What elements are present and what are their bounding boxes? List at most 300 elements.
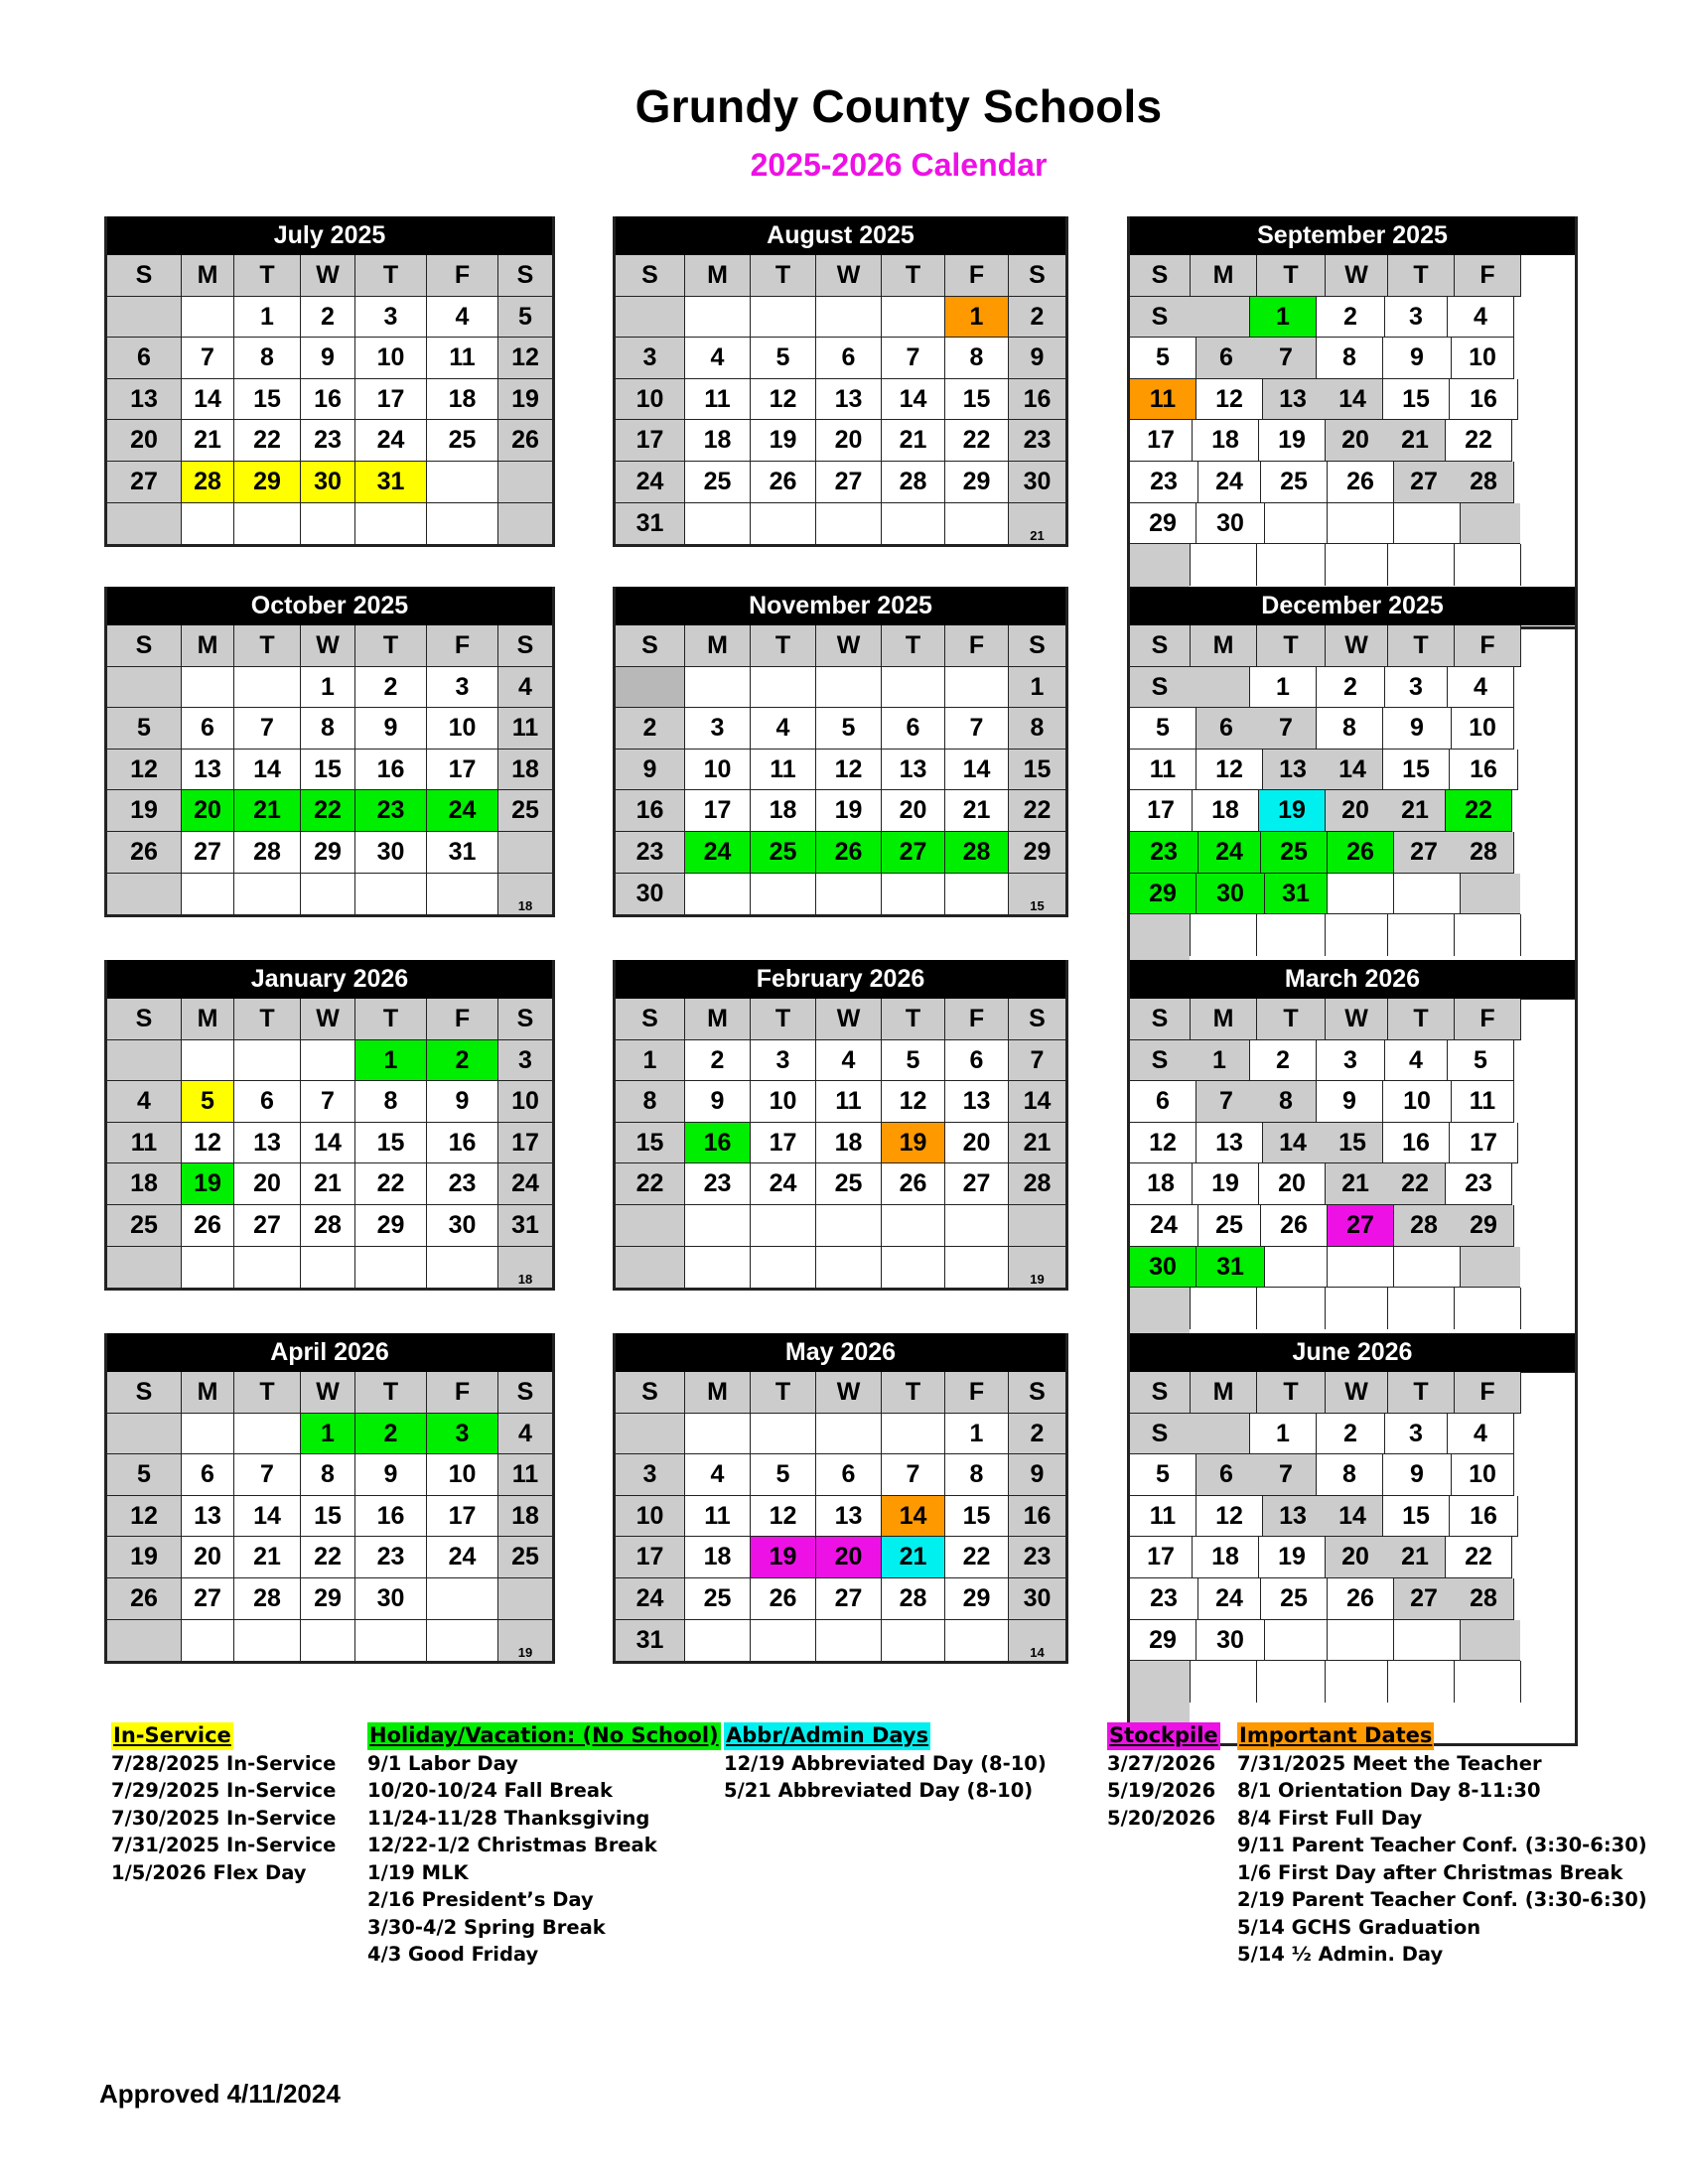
empty-cell [751,1620,816,1662]
weekday-header: S [1130,255,1191,297]
day-cell: 22 [301,1537,355,1578]
empty-cell [498,1620,552,1662]
day-cell: 9 [355,708,427,750]
day-cell: 2 [355,667,427,709]
day-cell: 3 [751,1040,816,1082]
day-cell: 3 [427,667,498,709]
day-cell: 28 [301,1205,355,1247]
empty-cell [1455,1288,1521,1329]
page-title: Grundy County Schools [634,80,1163,132]
day-cell: 14 [301,1123,355,1164]
day-cell: 7 [301,1081,355,1123]
day-cell: 21 [182,420,234,462]
empty-cell [1326,914,1388,956]
day-cell: 6 [1196,1454,1256,1496]
day-cell: 3 [616,1454,685,1496]
weekday-header: T [751,625,816,667]
day-cell: 24 [1198,832,1261,874]
empty-cell [1328,1620,1394,1662]
weekday-header: T [1388,1372,1455,1414]
day-cell: 26 [751,1578,816,1620]
day-cell: 30 [1130,1247,1196,1289]
day-cell: 19 [107,1537,182,1578]
day-cell: 25 [1261,832,1328,874]
day-cell: 25 [1261,1578,1328,1620]
day-cell: 24 [427,790,498,832]
day-cell: 30 [1009,462,1065,503]
day-cell: 21 [234,1537,301,1578]
day-cell: 1 [1009,667,1065,709]
approved-date: Approved 4/11/2024 [99,2079,341,2109]
empty-cell [182,1414,234,1455]
day-cell: 12 [751,1496,816,1538]
empty-cell [751,667,816,709]
day-cell: 13 [182,1496,234,1538]
day-cell: 2 [1009,297,1065,339]
empty-cell [427,1620,498,1662]
day-cell: 10 [427,1454,498,1496]
legend-item: 5/20/2026 [1107,1806,1216,1830]
day-cell: 12 [182,1123,234,1164]
day-cell: 18 [427,379,498,421]
month-7 [613,960,1068,1291]
month-title: September 2025 [1130,216,1575,255]
day-cell: 16 [427,1123,498,1164]
day-cell: 29 [234,462,301,503]
day-cell: 10 [751,1081,816,1123]
empty-cell [498,832,552,874]
day-cell: 21 [1385,1537,1446,1578]
day-cell: 9 [427,1081,498,1123]
day-cell: 19 [1259,1537,1326,1578]
weekday-header: F [945,999,1009,1040]
empty-cell [1009,874,1065,915]
day-cell: 4 [1448,297,1514,339]
day-cell: 20 [182,1537,234,1578]
day-cell: 21 [882,1537,945,1578]
empty-cell [301,1040,355,1082]
month-11 [1127,1333,1578,1746]
legend-inservice [111,1722,336,1886]
day-cell: 30 [1196,1620,1265,1662]
month-title: February 2026 [616,960,1065,999]
day-cell: 31 [1196,1247,1265,1289]
day-cell: 29 [1130,503,1196,545]
weekday-header: S [498,255,552,297]
day-cell: 20 [816,420,882,462]
day-cell: 15 [1009,750,1065,791]
day-cell: 11 [427,338,498,379]
empty-cell [945,667,1009,709]
empty-cell [182,297,234,339]
legend-item: 5/21 Abbreviated Day (8-10) [724,1779,1034,1802]
day-cell: 11 [1130,379,1196,421]
empty-cell [1461,1247,1520,1289]
day-cell: 14 [234,750,301,791]
day-cell: 22 [616,1163,685,1205]
day-cell: 5 [107,708,182,750]
day-cell: 23 [1009,1537,1065,1578]
day-cell: 28 [882,462,945,503]
day-cell: 29 [1130,874,1196,915]
empty-cell [751,1205,816,1247]
school-day-count: 15 [1030,898,1045,914]
day-cell: 14 [1323,379,1383,421]
legend-item: 8/4 First Full Day [1237,1806,1423,1830]
day-cell: 11 [107,1123,182,1164]
weekday-header: M [1191,625,1257,667]
day-cell: 19 [107,790,182,832]
day-cell: 27 [945,1163,1009,1205]
day-cell: 22 [945,420,1009,462]
day-cell: 28 [234,832,301,874]
day-cell: 30 [1196,503,1265,545]
day-cell: 8 [301,708,355,750]
weekday-header: S [1130,667,1190,709]
weekday-header: S [1009,999,1065,1040]
legend-item: 7/31/2025 In-Service [111,1834,337,1856]
weekday-header: F [1455,1372,1521,1414]
day-cell: 4 [427,297,498,339]
empty-cell [882,297,945,339]
weekday-header: F [1455,255,1521,297]
empty-cell [751,874,816,915]
day-cell: 7 [1256,708,1317,750]
empty-cell [882,503,945,545]
day-cell: 2 [616,708,685,750]
weekday-header: T [1257,625,1326,667]
day-cell: 1 [301,1414,355,1455]
empty-cell [751,503,816,545]
day-cell: 17 [1450,1123,1518,1164]
weekday-header: M [685,1372,751,1414]
empty-cell [1388,544,1455,586]
school-day-count: 18 [517,898,533,914]
legend-item: 5/19/2026 [1107,1779,1216,1802]
weekday-header: S [1009,625,1065,667]
day-cell: 6 [182,708,234,750]
day-cell: 5 [751,1454,816,1496]
weekday-header: F [1455,625,1521,667]
day-cell: 22 [1446,420,1512,462]
empty-cell [1190,667,1250,709]
legend-important [1237,1722,1647,1969]
empty-cell [882,1205,945,1247]
day-cell: 4 [816,1040,882,1082]
day-cell: 3 [685,708,751,750]
month-title: October 2025 [107,587,552,625]
day-cell: 6 [882,708,945,750]
day-cell: 31 [355,462,427,503]
day-cell: 24 [751,1163,816,1205]
weekday-header: W [1326,625,1388,667]
day-cell: 12 [882,1081,945,1123]
weekday-header: S [498,999,552,1040]
day-cell: 26 [182,1205,234,1247]
day-cell: 1 [945,1414,1009,1455]
day-cell: 17 [427,750,498,791]
day-cell: 29 [355,1205,427,1247]
legend-inservice-items [111,1750,336,1887]
legend-item: 5/14 ½ Admin. Day [1237,1943,1444,1966]
day-cell: 9 [1317,1081,1383,1123]
empty-cell [107,874,182,915]
empty-cell [1130,914,1191,956]
empty-cell [882,667,945,709]
day-cell: 26 [816,832,882,874]
day-cell: 30 [1196,874,1265,915]
day-cell: 17 [616,420,685,462]
month-title: March 2026 [1130,960,1575,999]
weekday-header: T [355,1372,427,1414]
day-cell: 29 [301,832,355,874]
day-cell: 25 [1198,1205,1261,1247]
empty-cell [616,1414,685,1455]
month-title: April 2026 [107,1333,552,1372]
empty-cell [234,1414,301,1455]
weekday-header: T [355,999,427,1040]
empty-cell [685,667,751,709]
weekday-header: W [816,999,882,1040]
empty-cell [1388,1661,1455,1703]
day-cell: 15 [301,1496,355,1538]
empty-cell [301,1247,355,1289]
day-cell: 28 [234,1578,301,1620]
day-cell: 5 [751,338,816,379]
empty-cell [1190,1414,1250,1455]
legend-item: 12/19 Abbreviated Day (8-10) [724,1751,1047,1775]
day-cell: 30 [301,462,355,503]
day-cell: 10 [1452,708,1514,750]
day-cell: 10 [355,338,427,379]
day-cell: 8 [945,1454,1009,1496]
empty-cell [1455,914,1521,956]
day-cell: 23 [1130,462,1198,503]
day-cell: 21 [1009,1123,1065,1164]
weekday-header: W [816,625,882,667]
weekday-header: M [182,255,234,297]
day-cell: 22 [301,790,355,832]
empty-cell [182,874,234,915]
day-cell: 25 [107,1205,182,1247]
day-cell: 11 [1130,1496,1196,1538]
empty-cell [498,874,552,915]
empty-cell [751,297,816,339]
weekday-header: T [355,625,427,667]
legend-item: 5/14 GCHS Graduation [1237,1915,1481,1939]
day-cell: 31 [616,1620,685,1662]
day-cell: 20 [1326,420,1385,462]
day-cell: 23 [301,420,355,462]
day-cell: 9 [1009,338,1065,379]
day-cell: 3 [1317,1040,1385,1082]
legend-item: 2/16 President’s Day [367,1888,594,1911]
weekday-header: T [1388,625,1455,667]
day-cell: 27 [1394,1578,1454,1620]
weekday-header: F [427,255,498,297]
day-cell: 19 [751,1537,816,1578]
day-cell: 14 [234,1496,301,1538]
legend-abbr [724,1722,1047,1805]
empty-cell [182,1040,234,1082]
day-cell: 25 [427,420,498,462]
day-cell: 29 [945,1578,1009,1620]
day-cell: 7 [882,338,945,379]
day-cell: 27 [1394,832,1454,874]
day-cell: 22 [1446,790,1512,832]
day-cell: 24 [498,1163,552,1205]
day-cell: 8 [355,1081,427,1123]
legend-item: 9/1 Labor Day [367,1751,518,1775]
day-cell: 26 [751,462,816,503]
day-cell: 17 [1130,1537,1193,1578]
day-cell: 8 [1317,338,1383,379]
empty-cell [616,1205,685,1247]
day-cell: 23 [685,1163,751,1205]
empty-cell [1265,1620,1328,1662]
legend-important-items [1237,1750,1647,1969]
day-cell: 5 [1130,708,1196,750]
day-cell: 14 [945,750,1009,791]
day-cell: 3 [1385,667,1448,709]
day-cell: 1 [234,297,301,339]
day-cell: 22 [355,1163,427,1205]
weekday-header: T [882,999,945,1040]
weekday-header: F [945,255,1009,297]
empty-cell [685,1414,751,1455]
weekday-header: T [234,1372,301,1414]
day-cell: 25 [1261,462,1328,503]
day-cell: 10 [685,750,751,791]
day-cell: 18 [498,750,552,791]
day-cell: 13 [945,1081,1009,1123]
empty-cell [234,1620,301,1662]
day-cell: 27 [1328,1205,1394,1247]
day-cell: 27 [182,1578,234,1620]
day-cell: 17 [616,1537,685,1578]
day-cell: 19 [1259,420,1326,462]
day-cell: 11 [498,1454,552,1496]
empty-cell [427,874,498,915]
weekday-header: W [1326,999,1388,1040]
empty-cell [1461,1620,1520,1662]
weekday-header: T [882,625,945,667]
empty-cell [1328,1247,1394,1289]
day-cell: 14 [882,1496,945,1538]
day-cell: 13 [816,1496,882,1538]
legend-stockpile-items [1107,1750,1220,1833]
weekday-header: W [301,1372,355,1414]
day-cell: 2 [1009,1414,1065,1455]
day-cell: 7 [1256,1454,1317,1496]
day-cell: 18 [685,1537,751,1578]
empty-cell [816,1620,882,1662]
day-cell: 22 [1009,790,1065,832]
day-cell: 16 [355,750,427,791]
day-cell: 18 [498,1496,552,1538]
day-cell: 16 [1009,1496,1065,1538]
day-cell: 11 [751,750,816,791]
day-cell: 29 [1009,832,1065,874]
weekday-header: W [1326,1372,1388,1414]
day-cell: 20 [234,1163,301,1205]
empty-cell [1009,1205,1065,1247]
weekday-header: T [751,1372,816,1414]
month-5 [1127,587,1578,1000]
empty-cell [685,1620,751,1662]
empty-cell [498,1578,552,1620]
month-4 [613,587,1068,917]
day-cell: 2 [301,297,355,339]
day-cell: 29 [301,1578,355,1620]
weekday-header: S [1009,1372,1065,1414]
empty-cell [616,297,685,339]
day-cell: 23 [1009,420,1065,462]
empty-cell [107,1247,182,1289]
empty-cell [685,1205,751,1247]
weekday-header: S [107,255,182,297]
month-9 [104,1333,555,1664]
day-cell: 15 [234,379,301,421]
day-cell: 11 [1452,1081,1514,1123]
legend-item: 7/31/2025 Meet the Teacher [1237,1751,1542,1775]
day-cell: 11 [685,1496,751,1538]
empty-cell [107,1040,182,1082]
day-cell: 1 [1250,297,1317,339]
weekday-header: S [1130,625,1191,667]
legend-abbr-items [724,1750,1047,1805]
day-cell: 2 [355,1414,427,1455]
day-cell: 18 [1193,790,1259,832]
legend-item: 12/22-1/2 Christmas Break [367,1834,657,1856]
day-cell: 17 [1130,790,1193,832]
day-cell: 7 [1196,1081,1256,1123]
day-cell: 18 [1193,420,1259,462]
empty-cell [1130,544,1191,586]
month-2 [1127,216,1578,629]
empty-cell [685,503,751,545]
day-cell: 26 [107,832,182,874]
legend-item: 1/6 First Day after Christmas Break [1237,1860,1623,1884]
day-cell: 16 [355,1496,427,1538]
weekday-header: S [1130,1414,1190,1455]
day-cell: 2 [1317,1414,1385,1455]
day-cell: 15 [1383,750,1450,791]
day-cell: 31 [616,503,685,545]
day-cell: 23 [1446,1163,1512,1205]
empty-cell [1394,1247,1461,1289]
day-cell: 18 [1130,1163,1193,1205]
legend-item: 7/28/2025 In-Service [111,1751,337,1775]
day-cell: 10 [1383,1081,1452,1123]
school-day-count: 21 [1030,528,1045,544]
weekday-header: F [427,1372,498,1414]
day-cell: 22 [234,420,301,462]
empty-cell [1190,297,1250,339]
day-cell: 15 [1383,1496,1450,1538]
day-cell: 14 [182,379,234,421]
day-cell: 12 [1130,1123,1196,1164]
legend-holiday-title: Holiday/Vacation: (No School) [367,1722,721,1750]
weekday-header: T [234,625,301,667]
day-cell: 24 [427,1537,498,1578]
weekday-header: M [685,999,751,1040]
day-cell: 14 [1009,1081,1065,1123]
day-cell: 19 [882,1123,945,1164]
day-cell: 19 [182,1163,234,1205]
empty-cell [107,297,182,339]
day-cell: 21 [1385,420,1446,462]
